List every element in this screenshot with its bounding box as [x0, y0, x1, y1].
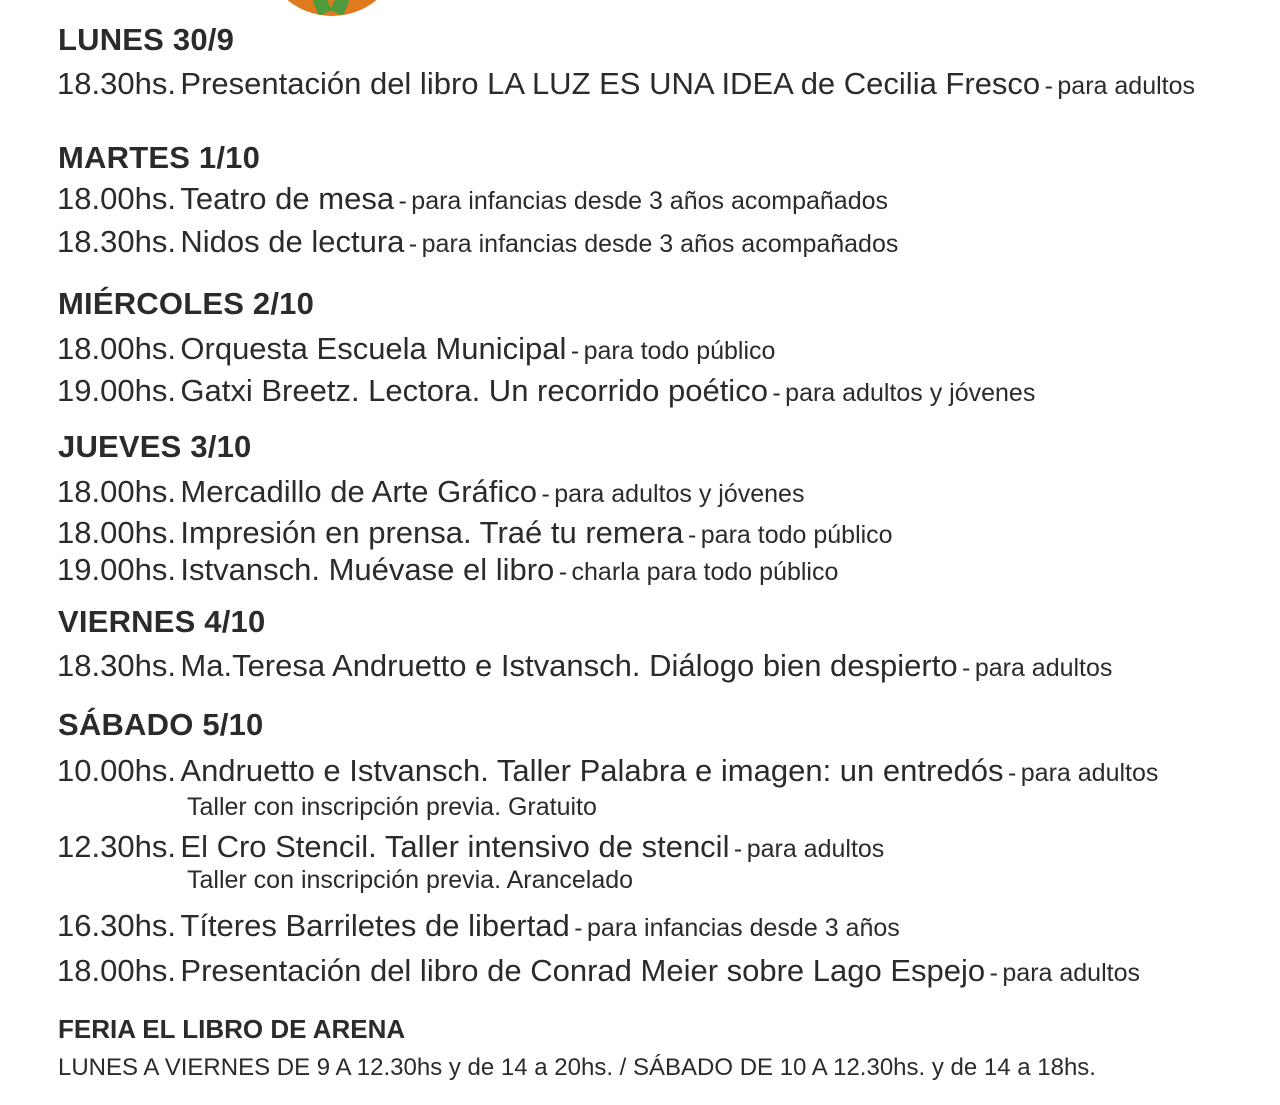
event-row: 19.00hs. Istvansch. Muévase el libro - charla para todo público	[57, 552, 839, 587]
event-time: 18.30hs.	[57, 648, 176, 683]
event-time: 19.00hs.	[57, 373, 176, 408]
event-title: Ma.Teresa Andruetto e Istvansch. Diálogo bien despierto	[180, 648, 958, 683]
event-row: 18.00hs. Impresión en prensa. Traé tu remera - para todo público	[57, 515, 893, 550]
event-audience: para infancias desde 3 años acompañados	[421, 230, 899, 258]
event-audience: charla para todo público	[571, 558, 839, 586]
fair-title: FERIA EL LIBRO DE ARENA	[58, 1014, 406, 1044]
festival-logo	[262, 0, 402, 16]
event-audience: para adultos y jóvenes	[554, 480, 805, 508]
event-audience: para adultos	[746, 835, 885, 863]
event-audience: para adultos y jóvenes	[785, 379, 1036, 407]
event-title: Mercadillo de Arte Gráfico	[180, 474, 538, 509]
day-heading: MARTES 1/10	[58, 140, 261, 175]
event-audience: para adultos	[1020, 759, 1159, 787]
event-title: Gatxi Breetz. Lectora. Un recorrido poético	[180, 373, 768, 408]
event-audience: para infancias desde 3 años	[587, 914, 900, 942]
event-time: 18.00hs.	[57, 515, 176, 550]
event-time: 19.00hs.	[57, 552, 176, 587]
event-audience: para todo público	[700, 521, 893, 549]
event-row: 18.30hs. Ma.Teresa Andruetto e Istvansch. Diálogo bien despierto - para adultos	[57, 648, 1113, 683]
event-title: Presentación del libro de Conrad Meier sobre Lago Espejo	[180, 953, 986, 988]
event-row: 18.00hs. Presentación del libro de Conrad Meier sobre Lago Espejo - para adultos	[57, 953, 1140, 988]
event-time: 12.30hs.	[57, 829, 176, 864]
event-title: Istvansch. Muévase el libro	[180, 552, 555, 587]
event-time: 10.00hs.	[57, 753, 176, 788]
event-time: 18.30hs.	[57, 66, 176, 101]
day-heading: LUNES 30/9	[58, 22, 235, 57]
event-time: 18.00hs.	[57, 331, 176, 366]
day-heading: JUEVES 3/10	[58, 429, 252, 464]
event-audience: para todo público	[583, 337, 776, 365]
event-note: Taller con inscripción previa. Gratuito	[187, 793, 597, 821]
event-time: 18.00hs.	[57, 953, 176, 988]
event-time: 16.30hs.	[57, 908, 176, 943]
day-heading: MIÉRCOLES 2/10	[58, 286, 315, 321]
event-audience: para adultos	[974, 654, 1113, 682]
event-title: Nidos de lectura	[180, 224, 405, 259]
day-heading: SÁBADO 5/10	[58, 707, 264, 742]
leaf-icon	[330, 0, 352, 16]
event-audience: para adultos	[1002, 959, 1140, 987]
event-time: 18.00hs.	[57, 474, 176, 509]
event-row: 12.30hs. El Cro Stencil. Taller intensivo de stencil - para adultos	[57, 829, 885, 864]
event-row: 16.30hs. Títeres Barriletes de libertad - para infancias desde 3 años	[57, 908, 900, 943]
event-note: Taller con inscripción previa. Arancelado	[187, 866, 634, 894]
event-title: Teatro de mesa	[180, 181, 395, 216]
event-row: 10.00hs. Andruetto e Istvansch. Taller Palabra e imagen: un entredós - para adultos	[57, 753, 1159, 788]
event-row: 18.00hs. Teatro de mesa - para infancias desde 3 años acompañados	[57, 181, 889, 216]
event-time: 18.00hs.	[57, 181, 176, 216]
event-title: Presentación del libro LA LUZ ES UNA IDEA de Cecilia Fresco	[180, 66, 1041, 101]
event-title: El Cro Stencil. Taller intensivo de stencil	[180, 829, 730, 864]
event-row: 19.00hs. Gatxi Breetz. Lectora. Un recorrido poético - para adultos y jóvenes	[57, 373, 1036, 408]
event-title: Títeres Barriletes de libertad	[180, 908, 570, 943]
event-title: Orquesta Escuela Municipal	[180, 331, 567, 366]
event-time: 18.30hs.	[57, 224, 176, 259]
event-audience: para adultos	[1057, 72, 1196, 100]
event-title: Andruetto e Istvansch. Taller Palabra e imagen: un entredós	[180, 753, 1004, 788]
event-title: Impresión en prensa. Traé tu remera	[180, 515, 684, 550]
leaf-icon	[310, 0, 332, 16]
day-heading: VIERNES 4/10	[58, 604, 266, 639]
event-audience: para infancias desde 3 años acompañados	[411, 187, 889, 215]
event-row: 18.00hs. Mercadillo de Arte Gráfico - para adultos y jóvenes	[57, 474, 805, 509]
event-row: 18.30hs. Nidos de lectura - para infancias desde 3 años acompañados	[57, 224, 899, 259]
event-row: 18.30hs. Presentación del libro LA LUZ ES UNA IDEA de Cecilia Fresco - para adultos	[57, 66, 1196, 101]
fair-hours: LUNES A VIERNES DE 9 A 12.30hs y de 14 a 20hs. / SÁBADO DE 10 A 12.30hs. y de 14 a 18hs.	[58, 1054, 1096, 1081]
event-row: 18.00hs. Orquesta Escuela Municipal - para todo público	[57, 331, 776, 366]
